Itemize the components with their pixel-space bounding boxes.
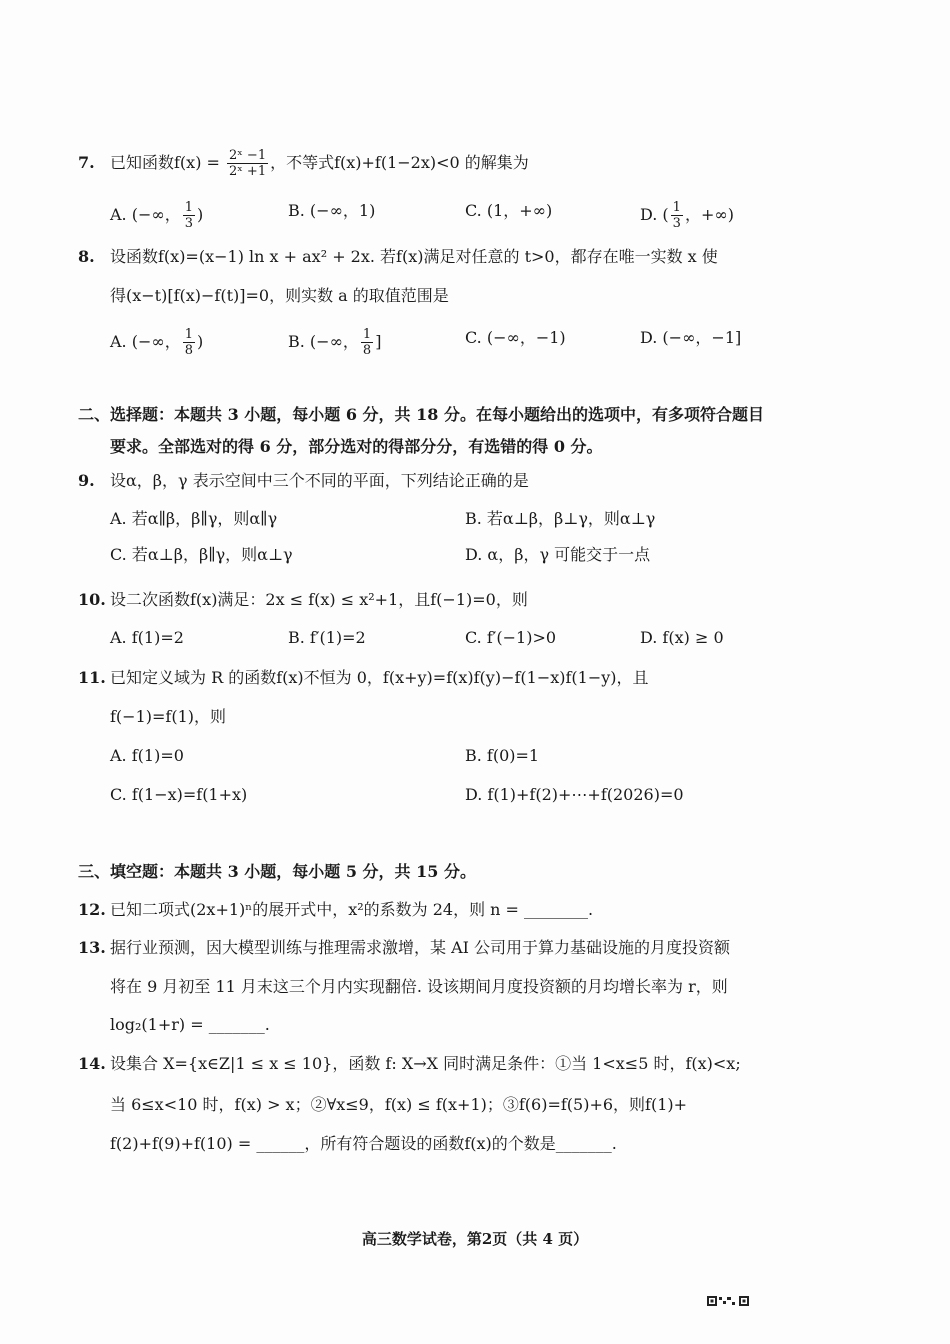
question-number: 7. [78,153,95,172]
frac-top: 1 [184,200,193,215]
q7-opt-d-pre: D. ( [640,205,669,224]
question-number: 14. [78,1054,106,1073]
q8-opt-a-post: ) [197,332,204,351]
q8-line1 [78,246,718,268]
q11-line2: f(−1)=f(1)，则 [110,707,226,726]
page-footer: 高三数学试卷，第2页（共 4 页） [361,1230,589,1248]
question-number: 10. [78,590,106,609]
q8-line2: 得(x−t)[f(x)−f(t)]=0，则实数 a 的取值范围是 [110,286,449,305]
question-number: 12. [78,900,106,919]
q13-line2: 将在 9 月初至 11 月末这三个月内实现翻倍. 设该期间月度投资额的月均增长率为 r，则 [110,977,728,996]
q9-option-c: C. 若α⊥β，β∥γ，则α⊥γ [110,545,293,564]
q8-opt-b-frac [361,327,373,358]
question-number: 11. [78,668,106,687]
frac-bot: 3 [184,216,193,231]
q7-stem-pre: 已知函数f(x) = [110,153,226,172]
q10-option-a: A. f(1)=2 [110,628,184,647]
q10-stem-text: 设二次函数f(x)满足：2x ≤ f(x) ≤ x²+1，且f(−1)=0，则 [110,590,528,609]
q8-line1-text: 设函数f(x)=(x−1) ln x + ax² + 2x. 若f(x)满足对任意的 t>0，都存在唯一实数 x 使 [110,247,718,266]
frac-top: 1 [672,200,681,215]
q10-option-b: B. f′(1)=2 [288,628,366,647]
q7-stem [78,148,529,179]
qr-code-icon [707,1296,749,1306]
q7-option-d [640,200,734,231]
q9-stem [78,470,529,492]
q14-line2: 当 6≤x<10 时，f(x) > x；②∀x≤9，f(x) ≤ f(x+1)；③f(6)=f(5)+6，则f(1)+ [110,1095,688,1114]
q11-option-b: B. f(0)=1 [465,746,540,765]
q8-option-a [110,327,203,358]
question-number: 9. [78,471,95,490]
frac-bot: 8 [362,343,372,358]
q11-option-a: A. f(1)=0 [110,746,184,765]
q7-frac-top: 2ˣ −1 [229,148,267,163]
q11-option-c: C. f(1−x)=f(1+x) [110,785,248,804]
q11-line1 [78,667,649,689]
q8-opt-a-pre: A. (−∞， [110,332,181,351]
q7-opt-a-frac [183,200,195,231]
question-number: 13. [78,938,106,957]
q10-stem [78,589,528,611]
frac-top: 1 [362,327,372,342]
q8-option-d: D. (−∞，−1] [640,328,742,347]
q9-option-a: A. 若α∥β，β∥γ，则α∥γ [110,509,278,528]
q9-stem-text: 设α，β，γ 表示空间中三个不同的平面，下列结论正确的是 [110,471,529,490]
q7-option-b: B. (−∞，1) [288,201,376,220]
q7-opt-d-post: ，+∞) [684,205,734,224]
q8-option-b [288,327,381,358]
q13-line3: log₂(1+r) = _______. [110,1015,270,1034]
q8-opt-b-post: ] [375,332,382,351]
q7-opt-a-post: ) [197,205,204,224]
q9-option-b: B. 若α⊥β，β⊥γ，则α⊥γ [465,509,656,528]
q13-line1 [78,937,730,959]
q10-option-d: D. f(x) ≥ 0 [640,628,724,647]
q8-option-c: C. (−∞，−1) [465,328,566,347]
q7-fraction [227,148,268,179]
q14-line1 [78,1053,741,1075]
q7-option-c: C. (1，+∞) [465,201,553,220]
frac-top: 1 [184,327,193,342]
q7-frac-bot: 2ˣ +1 [229,164,267,179]
q7-opt-a-pre: A. (−∞， [110,205,181,224]
q7-option-a [110,200,203,231]
section2-heading-line1: 二、选择题：本题共 3 小题，每小题 6 分，共 18 分。在每小题给出的选项中，有多项符合题目 [78,405,764,424]
frac-bot: 8 [184,343,193,358]
q7-stem-post: ，不等式f(x)+f(1−2x)<0 的解集为 [270,153,529,172]
section2-heading-line2: 要求。全部选对的得 6 分，部分选对的得部分分，有选错的得 0 分。 [110,437,603,456]
q8-opt-a-frac [183,327,195,358]
question-number: 8. [78,247,95,266]
q12-stem-text: 已知二项式(2x+1)ⁿ的展开式中，x²的系数为 24，则 n = ________. [110,900,594,919]
q14-line1-text: 设集合 X={x∈Z|1 ≤ x ≤ 10}，函数 f: X→X 同时满足条件：①当 1<x≤5 时，f(x)<x; [110,1054,741,1073]
q11-option-d: D. f(1)+f(2)+⋯+f(2026)=0 [465,785,684,804]
q11-line1-text: 已知定义域为 R 的函数f(x)不恒为 0，f(x+y)=f(x)f(y)−f(1−x)f(1−y)，且 [110,668,649,687]
q9-option-d: D. α，β，γ 可能交于一点 [465,545,651,564]
q7-opt-d-frac [671,200,683,231]
q12-stem [78,899,593,921]
frac-bot: 3 [672,216,681,231]
q8-opt-b-pre: B. (−∞， [288,332,359,351]
q14-line3: f(2)+f(9)+f(10) = ______，所有符合题设的函数f(x)的个数是_______. [110,1134,617,1153]
q10-option-c: C. f′(−1)>0 [465,628,557,647]
q13-line1-text: 据行业预测，因大模型训练与推理需求激增，某 AI 公司用于算力基础设施的月度投资额 [110,938,731,957]
section3-heading: 三、填空题：本题共 3 小题，每小题 5 分，共 15 分。 [78,862,476,881]
